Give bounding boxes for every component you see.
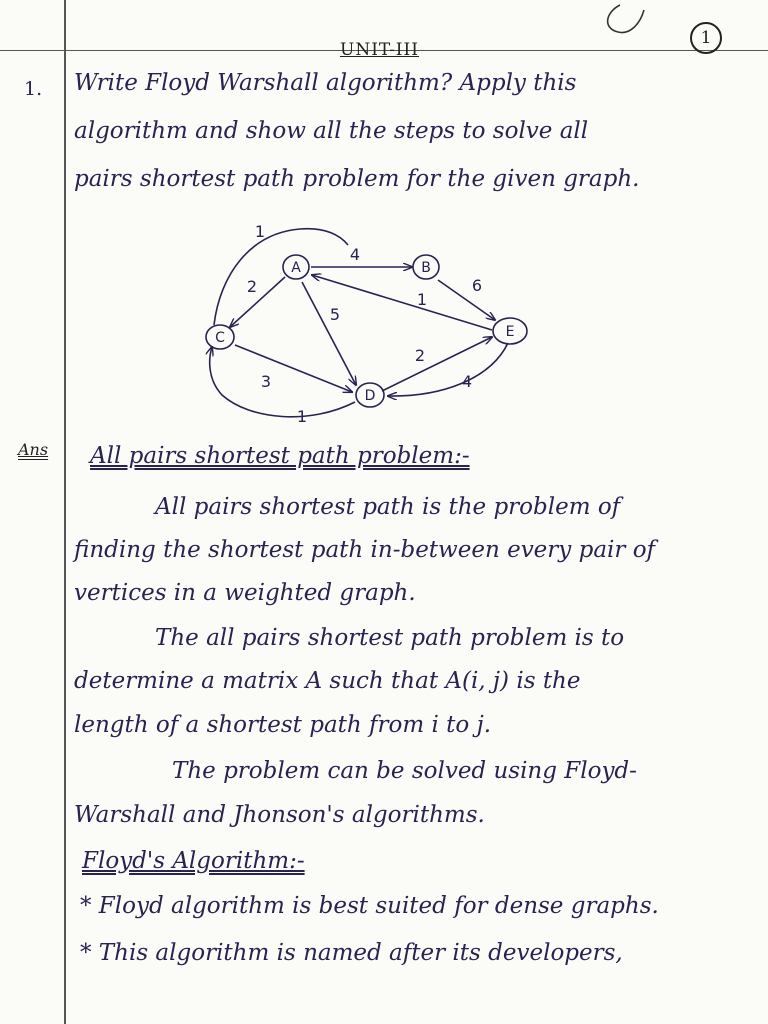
edge-weight: 3 xyxy=(260,372,272,391)
node-label: E xyxy=(505,324,515,340)
answer-line: vertices in a weighted graph. xyxy=(74,580,416,606)
edge-weight: 4 xyxy=(349,245,361,264)
answer-line: The problem can be solved using Floyd- xyxy=(172,758,637,784)
edge-weight: 2 xyxy=(246,277,258,296)
answer-line: All pairs shortest path is the problem of xyxy=(155,494,621,520)
answer-line: The all pairs shortest path problem is to xyxy=(155,625,625,651)
answer-heading: All pairs shortest path problem:- xyxy=(90,443,470,469)
node-label: A xyxy=(291,260,301,276)
weighted-directed-graph xyxy=(190,215,550,430)
page-number: 1 xyxy=(690,22,722,54)
answer-label: Ans xyxy=(18,440,49,459)
answer-line: Warshall and Jhonson's algorithms. xyxy=(74,802,485,828)
edge-a-d xyxy=(302,282,356,385)
node-label: C xyxy=(215,330,225,346)
algorithm-subheading: Floyd's Algorithm:- xyxy=(82,848,305,874)
edge-e-d xyxy=(388,343,508,396)
edge-weight: 5 xyxy=(329,305,341,324)
question-line: Write Floyd Warshall algorithm? Apply this xyxy=(74,70,577,96)
bullet-point: * This algorithm is named after its developers, xyxy=(80,940,623,966)
edge-b-e xyxy=(438,280,495,320)
question-line: algorithm and show all the steps to solve all xyxy=(74,118,589,144)
edge-weight: 1 xyxy=(416,290,428,309)
question-line: pairs shortest path problem for the given graph. xyxy=(74,166,640,192)
edge-weight: 2 xyxy=(414,346,426,365)
edge-weight: 1 xyxy=(296,407,308,426)
answer-line: determine a matrix A such that A(i, j) is the xyxy=(74,668,581,694)
answer-line: length of a shortest path from i to j. xyxy=(74,712,492,738)
edge-a-c xyxy=(230,277,285,327)
margin-line xyxy=(64,0,66,1024)
edge-c-a xyxy=(214,229,348,325)
question-number: 1. xyxy=(24,78,43,100)
edge-weight: 1 xyxy=(254,222,266,241)
edge-c-d xyxy=(235,345,352,392)
unit-heading: UNIT-III xyxy=(340,40,419,60)
node-label: B xyxy=(421,260,431,276)
edge-weight: 4 xyxy=(461,372,473,391)
edge-d-c xyxy=(210,347,355,417)
edge-weight: 6 xyxy=(471,276,483,295)
edge-d-e xyxy=(382,337,492,391)
node-label: D xyxy=(364,388,376,404)
answer-line: finding the shortest path in-between every pair of xyxy=(74,537,656,563)
bullet-point: * Floyd algorithm is best suited for dense graphs. xyxy=(80,893,659,919)
pen-scribble-mark xyxy=(596,0,676,45)
